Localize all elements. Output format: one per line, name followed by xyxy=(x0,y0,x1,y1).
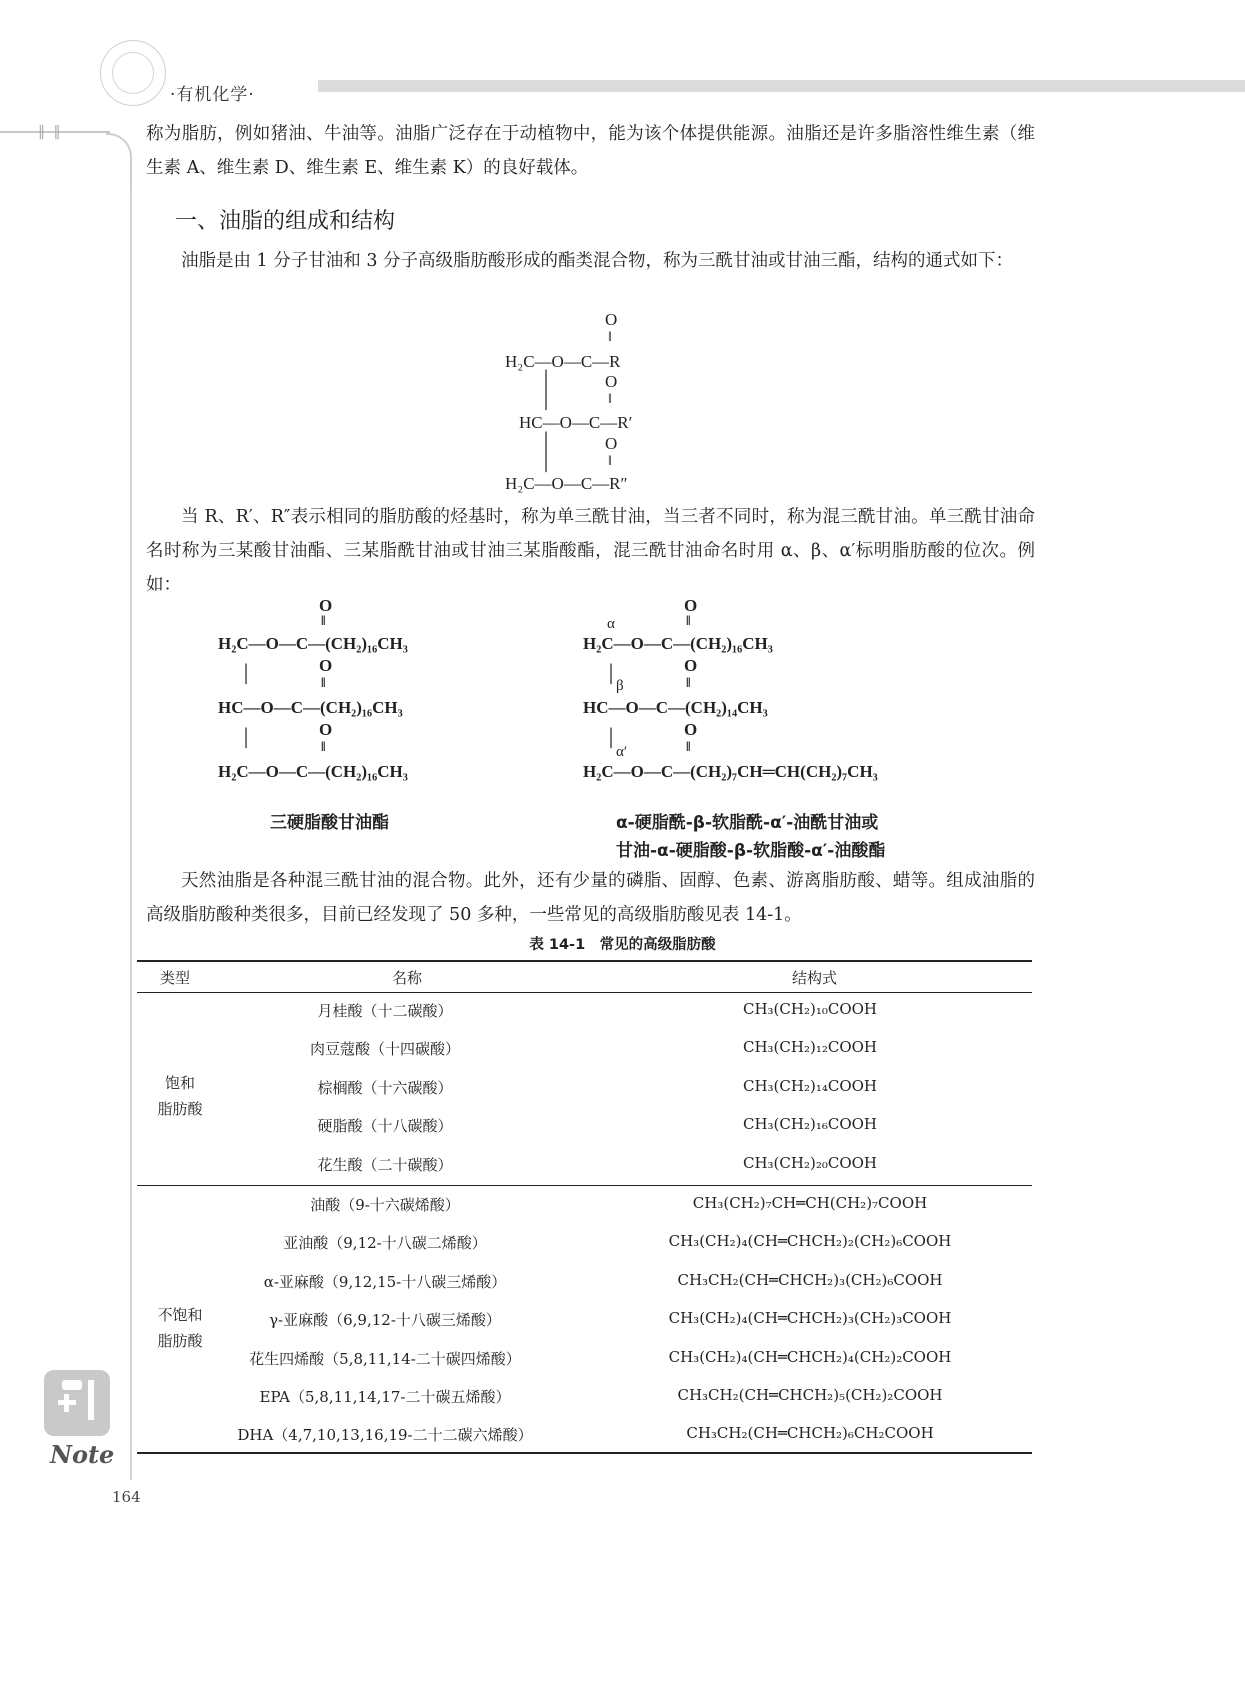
table-cell-formula: CH₃(CH₂)₁₀COOH xyxy=(742,1000,878,1018)
ex1-caption: 三硬脂酸甘油酯 xyxy=(270,813,389,833)
section-heading: 一、油脂的组成和结构 xyxy=(175,209,396,234)
table-header-type: 类型 xyxy=(160,969,191,987)
paragraph-intro: 称为脂肪，例如猪油、牛油等。油脂广泛存在于动植物中，能为该个体提供能源。油脂还是许多脂溶性维生素（维生素 A、维生素 D、维生素 E、维生素 K）的良好载体。 xyxy=(146,124,1035,178)
table-cell-type: 脂肪酸 xyxy=(157,1100,203,1118)
table-cell-name: DHA（4,7,10,13,16,19-二十二碳六烯酸） xyxy=(237,1426,533,1445)
table-cell-name: 月桂酸（十二碳酸） xyxy=(317,1002,453,1020)
general-structure-formula xyxy=(505,310,705,500)
table-bottom-rule xyxy=(137,1452,1032,1454)
example-mixed-triglyceride: O α ‖ H₂C—O—C—(CH₂)₁₆CH₃ O │ β ‖ HC—O—C—(CH₂)₁₄CH₃ O │ α′ ‖ H₂C—O—C—(CH₂)₇CH═CH(CH₂)₇CH₃ α-硬脂酰-β-软脂酰-α′-油酰甘油或 甘油-α-硬脂酸-β-软脂酸-α′-油酸酯 xyxy=(583,596,886,861)
formula-row-1: H₂C—O—C—R xyxy=(505,352,621,371)
formula-row-2: HC—O—C—R′ xyxy=(519,413,633,432)
table-cell-formula: CH₃(CH₂)₇CH═CH(CH₂)₇COOH xyxy=(692,1194,928,1212)
page-number: 164 xyxy=(112,1488,141,1506)
ex1-row-2: HC—O—C—(CH₂)₁₆CH₃ xyxy=(218,698,403,717)
margin-curve xyxy=(106,133,132,195)
table-cell-formula: CH₃CH₂(CH═CHCH₂)₅(CH₂)₂COOH xyxy=(677,1386,943,1404)
table-cell-formula: CH₃(CH₂)₁₄COOH xyxy=(742,1076,878,1095)
ex1-o-3: O xyxy=(319,720,333,739)
table-cell-name: 花生四烯酸（5,8,11,14-二十碳四烯酸） xyxy=(249,1349,521,1368)
table-header-rule xyxy=(137,992,1032,993)
ex1-o-2: O xyxy=(319,656,333,675)
table-caption: 表 14-1 常见的高级脂肪酸 xyxy=(529,937,716,953)
table-cell-formula: CH₃(CH₂)₄(CH═CHCH₂)₂(CH₂)₆COOH xyxy=(668,1232,952,1251)
table-cell-formula: CH₃(CH₂)₂₀COOH xyxy=(742,1153,878,1172)
carbonyl-o-2: O xyxy=(605,372,618,391)
table-cell-name: α-亚麻酸（9,12,15-十八碳三烯酸） xyxy=(263,1272,507,1291)
ex2-o-1: O xyxy=(684,596,698,615)
vertical-bond-1: │ xyxy=(540,370,553,389)
carbonyl-o-3: O xyxy=(605,434,618,453)
margin-tick-marks: ‖ ‖ xyxy=(38,124,63,140)
table-cell-formula: CH₃CH₂(CH═CHCH₂)₃(CH₂)₆COOH xyxy=(677,1270,943,1289)
paragraph-natural-fats: 天然油脂是各种混三酰甘油的混合物。此外，还有少量的磷脂、固醇、色素、游离脂肪酸、蜡等。组成油脂的高级脂肪酸种类很多，目前已经发现了 50 多种，一些常见的高级脂肪酸见表 14-1。 xyxy=(146,871,1035,925)
beta-label: β xyxy=(616,678,624,694)
header-bar xyxy=(318,80,1245,92)
table-cell-name: 棕榈酸（十六碳酸） xyxy=(317,1078,453,1097)
alpha-label: α xyxy=(607,616,615,632)
table-cell-formula: CH₃(CH₂)₁₆COOH xyxy=(742,1115,878,1134)
table-cell-name: EPA（5,8,11,14,17-二十碳五烯酸） xyxy=(259,1388,511,1406)
double-bond-3: ‖ xyxy=(608,454,612,469)
table-cell-name: 亚油酸（9,12-十八碳二烯酸） xyxy=(283,1234,487,1253)
carbonyl-o-1: O xyxy=(605,310,618,329)
header-logo-icon xyxy=(112,52,154,94)
table-cell-formula: CH₃(CH₂)₄(CH═CHCH₂)₄(CH₂)₂COOH xyxy=(668,1347,952,1366)
table-cell-type: 脂肪酸 xyxy=(157,1332,203,1351)
table-cell-formula: CH₃(CH₂)₄(CH═CHCH₂)₃(CH₂)₃COOH xyxy=(668,1309,952,1328)
margin-vertical-line xyxy=(130,190,132,1480)
alpha-prime-label: α′ xyxy=(616,744,628,760)
ex1-row-3: H₂C—O—C—(CH₂)₁₆CH₃ xyxy=(218,762,408,781)
ex2-row-1: H₂C—O—C—(CH₂)₁₆CH₃ xyxy=(583,634,773,653)
formula-row-3: H₂C—O—C—R″ xyxy=(505,474,628,493)
ex2-o-2: O xyxy=(684,656,698,675)
table-group-rule xyxy=(137,1185,1032,1186)
note-icon xyxy=(44,1370,110,1436)
table-top-rule xyxy=(137,960,1032,962)
table-cell-name: 肉豆蔻酸（十四碳酸） xyxy=(309,1040,460,1059)
table-cell-type: 饱和 xyxy=(164,1074,195,1092)
paragraph-naming: 当 R、R′、R″表示相同的脂肪酸的烃基时，称为单三酰甘油，当三者不同时，称为混三酰甘油。单三酰甘油命名时称为三某酸甘油酯、三某脂酰甘油或甘油三某脂酸酯，混三酰甘油命名时用 α、β、α′标明脂肪酸的位次。例如： xyxy=(146,507,1035,595)
double-bond-2: ‖ xyxy=(608,392,612,407)
paragraph-definition: 油脂是由 1 分子甘油和 3 分子高级脂肪酸形成的酯类混合物，称为三酰甘油或甘油三酯，结构的通式如下： xyxy=(181,251,1014,271)
table-cell-type: 不饱和 xyxy=(157,1306,203,1325)
vertical-bond-1b: │ xyxy=(540,390,553,409)
ex1-o-1: O xyxy=(319,596,333,615)
ex2-caption-line1: α-硬脂酰-β-软脂酰-α′-油酰甘油或 xyxy=(616,813,879,833)
table-header-formula: 结构式 xyxy=(792,969,838,987)
table-header-name: 名称 xyxy=(392,969,423,987)
note-label: Note xyxy=(50,1440,115,1469)
table-cell-formula: CH₃(CH₂)₁₂COOH xyxy=(742,1038,878,1057)
table-cell-name: 油酸（9-十六碳烯酸） xyxy=(310,1196,460,1214)
example-tristearin: O ‖ H₂C—O—C—(CH₂)₁₆CH₃ O │ ‖ HC—O—C—(CH₂)₁₆CH₃ O │ ‖ H₂C—O—C—(CH₂)₁₆CH₃ 三硬脂酸甘油酯 xyxy=(218,596,408,833)
vertical-bond-2b: │ xyxy=(540,452,553,471)
table-cell-formula: CH₃CH₂(CH═CHCH₂)₆CH₂COOH xyxy=(686,1424,934,1443)
table-cell-name: 硬脂酸（十八碳酸） xyxy=(317,1117,453,1136)
table-cell-name: 花生酸（二十碳酸） xyxy=(317,1155,453,1174)
double-bond-1: ‖ xyxy=(608,330,612,345)
ex2-row-2: HC—O—C—(CH₂)₁₄CH₃ xyxy=(583,698,768,717)
running-header-title: ·有机化学· xyxy=(170,85,255,105)
table-cell-name: γ-亚麻酸（6,9,12-十八碳三烯酸） xyxy=(269,1311,501,1330)
ex2-row-3: H₂C—O—C—(CH₂)₇CH═CH(CH₂)₇CH₃ xyxy=(583,762,878,781)
ex2-o-3: O xyxy=(684,720,698,739)
ex1-row-1: H₂C—O—C—(CH₂)₁₆CH₃ xyxy=(218,634,408,653)
ex2-caption-line2: 甘油-α-硬脂酸-β-软脂酸-α′-油酸酯 xyxy=(616,841,886,861)
vertical-bond-2: │ xyxy=(540,432,553,451)
